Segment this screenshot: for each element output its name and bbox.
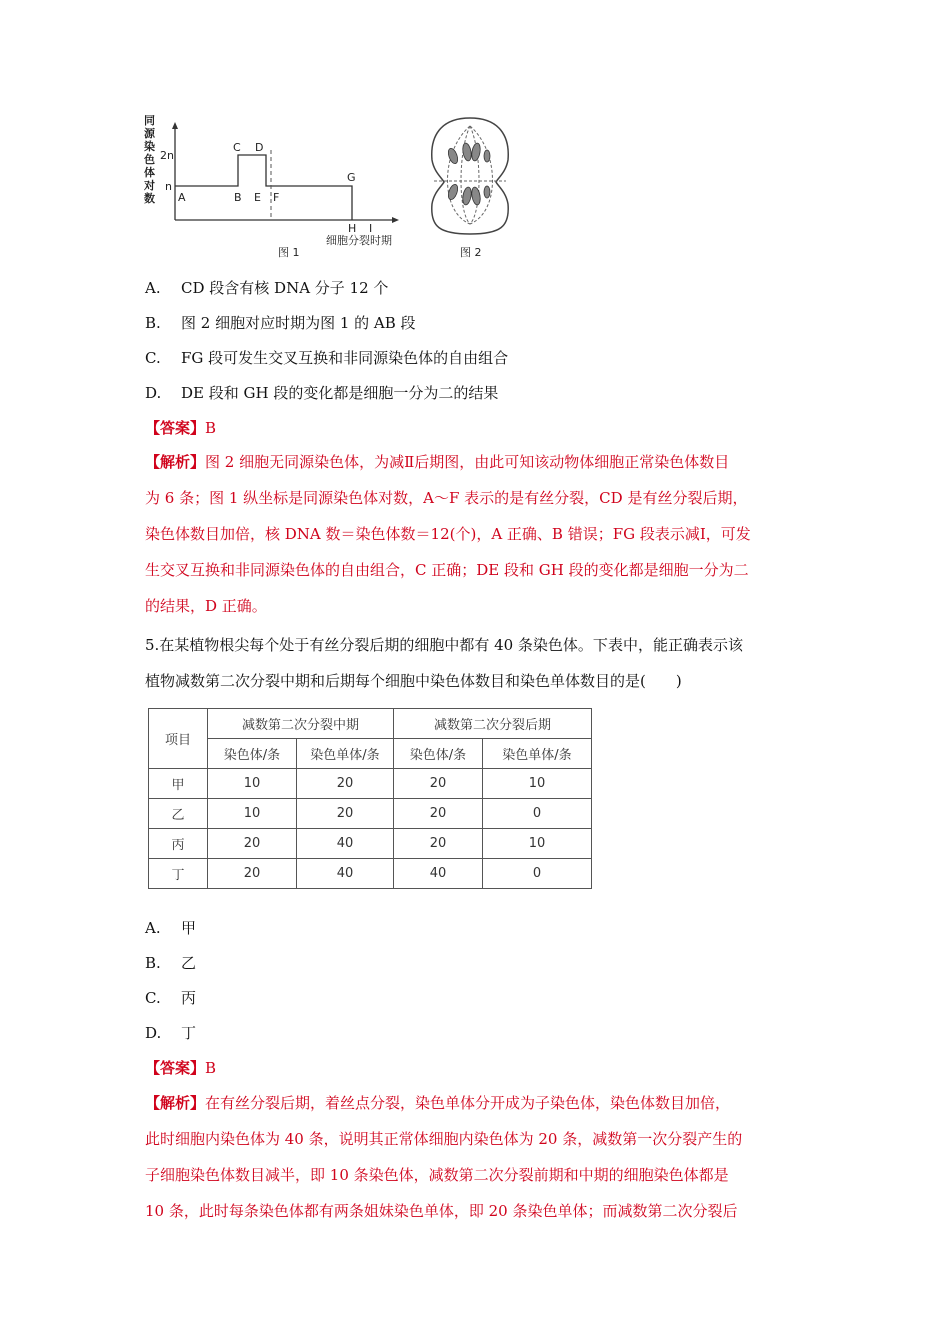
figure-2-cell-diagram: [420, 112, 520, 262]
x-axis-arrow: [392, 217, 399, 223]
table-sub-header: 染色体/条: [394, 739, 483, 769]
label-G: G: [347, 171, 356, 184]
label-A: A: [178, 191, 186, 204]
q5-option-c: C. 丙: [145, 989, 197, 1007]
label-I: I: [369, 222, 373, 235]
y-tick-n: n: [165, 180, 172, 193]
table-row: 甲 10 20 20 10: [149, 769, 592, 799]
q4-option-c: C. FG 段可发生交叉互换和非同源染色体的自由组合: [145, 349, 509, 367]
y-axis-label-char: 数: [144, 192, 155, 205]
y-axis-label-char: 色: [144, 153, 155, 166]
y-axis-label-char: 同: [144, 114, 155, 127]
table-sub-header: 染色单体/条: [297, 739, 394, 769]
table-group-header: 减数第二次分裂中期: [208, 709, 394, 739]
q5-option-b: B. 乙: [145, 954, 197, 972]
y-axis-label-char: 体: [144, 166, 155, 179]
table-row: 乙 10 20 20 0: [149, 799, 592, 829]
q5-option-d: D. 丁: [145, 1024, 197, 1042]
figure-1-chart: [140, 110, 410, 260]
label-E: E: [254, 191, 261, 204]
q5-table: [148, 708, 592, 889]
table-row: 丙 20 40 20 10: [149, 829, 592, 859]
cell-outline-icon: [432, 118, 508, 234]
q5-analysis: 【解析】在有丝分裂后期，着丝点分裂，染色单体分开成为子染色体，染色体数目加倍， 此时细胞内染色体为 40 条，说明其正常体细胞内染色体为 20 条，减数第一次分裂产生的 子细胞染色体数目减半，即 10 条染色体，减数第二次分裂前期和中期的细胞染色体都是 10 条，此时每条染色体都有两条姐妹染色单体，即 20 条染色单体；而减数第二次分裂后: [145, 1094, 743, 1220]
table-row: 丁 20 40 40 0: [149, 859, 592, 889]
label-F: F: [273, 191, 280, 204]
label-H: H: [348, 222, 357, 235]
label-C: C: [233, 141, 241, 154]
y-axis-arrow: [172, 122, 178, 129]
series-line: [175, 155, 352, 220]
figure-1-caption: 图 1: [278, 246, 300, 259]
label-B: B: [234, 191, 242, 204]
q4-analysis: 【解析】图 2 细胞无同源染色体，为减Ⅱ后期图，由此可知该动物体细胞正常染色体数目 为 6 条；图 1 纵坐标是同源染色体对数，A～F 表示的是有丝分裂，CD 是有丝分裂后期， 染色体数目加倍，核 DNA 数＝染色体数＝12(个)，A 正确、B 错误；FG 段表示减Ⅰ，可发 生交叉互换和非同源染色体的自由组合，C 正确；DE 段和 GH 段的变化都是细胞一分为二 的结果，D 正确。: [145, 453, 751, 615]
table-sub-header: 染色单体/条: [483, 739, 592, 769]
q5-option-a: A. 甲: [145, 919, 197, 937]
q4-option-b: B. 图 2 细胞对应时期为图 1 的 AB 段: [145, 314, 416, 332]
figure-2-caption: 图 2: [460, 246, 482, 259]
table-group-header: 减数第二次分裂后期: [394, 709, 592, 739]
q4-answer: 【答案】B: [145, 419, 217, 437]
y-axis-label-char: 对: [144, 179, 155, 192]
table-sub-header: 染色体/条: [208, 739, 297, 769]
q5-answer: 【答案】B: [145, 1059, 217, 1077]
y-axis-label-char: 源: [144, 127, 155, 140]
label-D: D: [255, 141, 264, 154]
q4-option-a: A. CD 段含有核 DNA 分子 12 个: [145, 279, 389, 297]
q5-question: 5.在某植物根尖每个处于有丝分裂后期的细胞中都有 40 条染色体。下表中，能正确表示该 植物减数第二次分裂中期和后期每个细胞中染色体数目和染色单体数目的是( ): [145, 636, 743, 690]
table-item-header: 项目: [149, 709, 208, 769]
y-tick-2n: 2n: [160, 149, 174, 162]
x-axis-label: 细胞分裂时期: [326, 234, 392, 247]
q4-option-d: D. DE 段和 GH 段的变化都是细胞一分为二的结果: [145, 384, 499, 402]
y-axis-label-char: 染: [144, 140, 155, 153]
